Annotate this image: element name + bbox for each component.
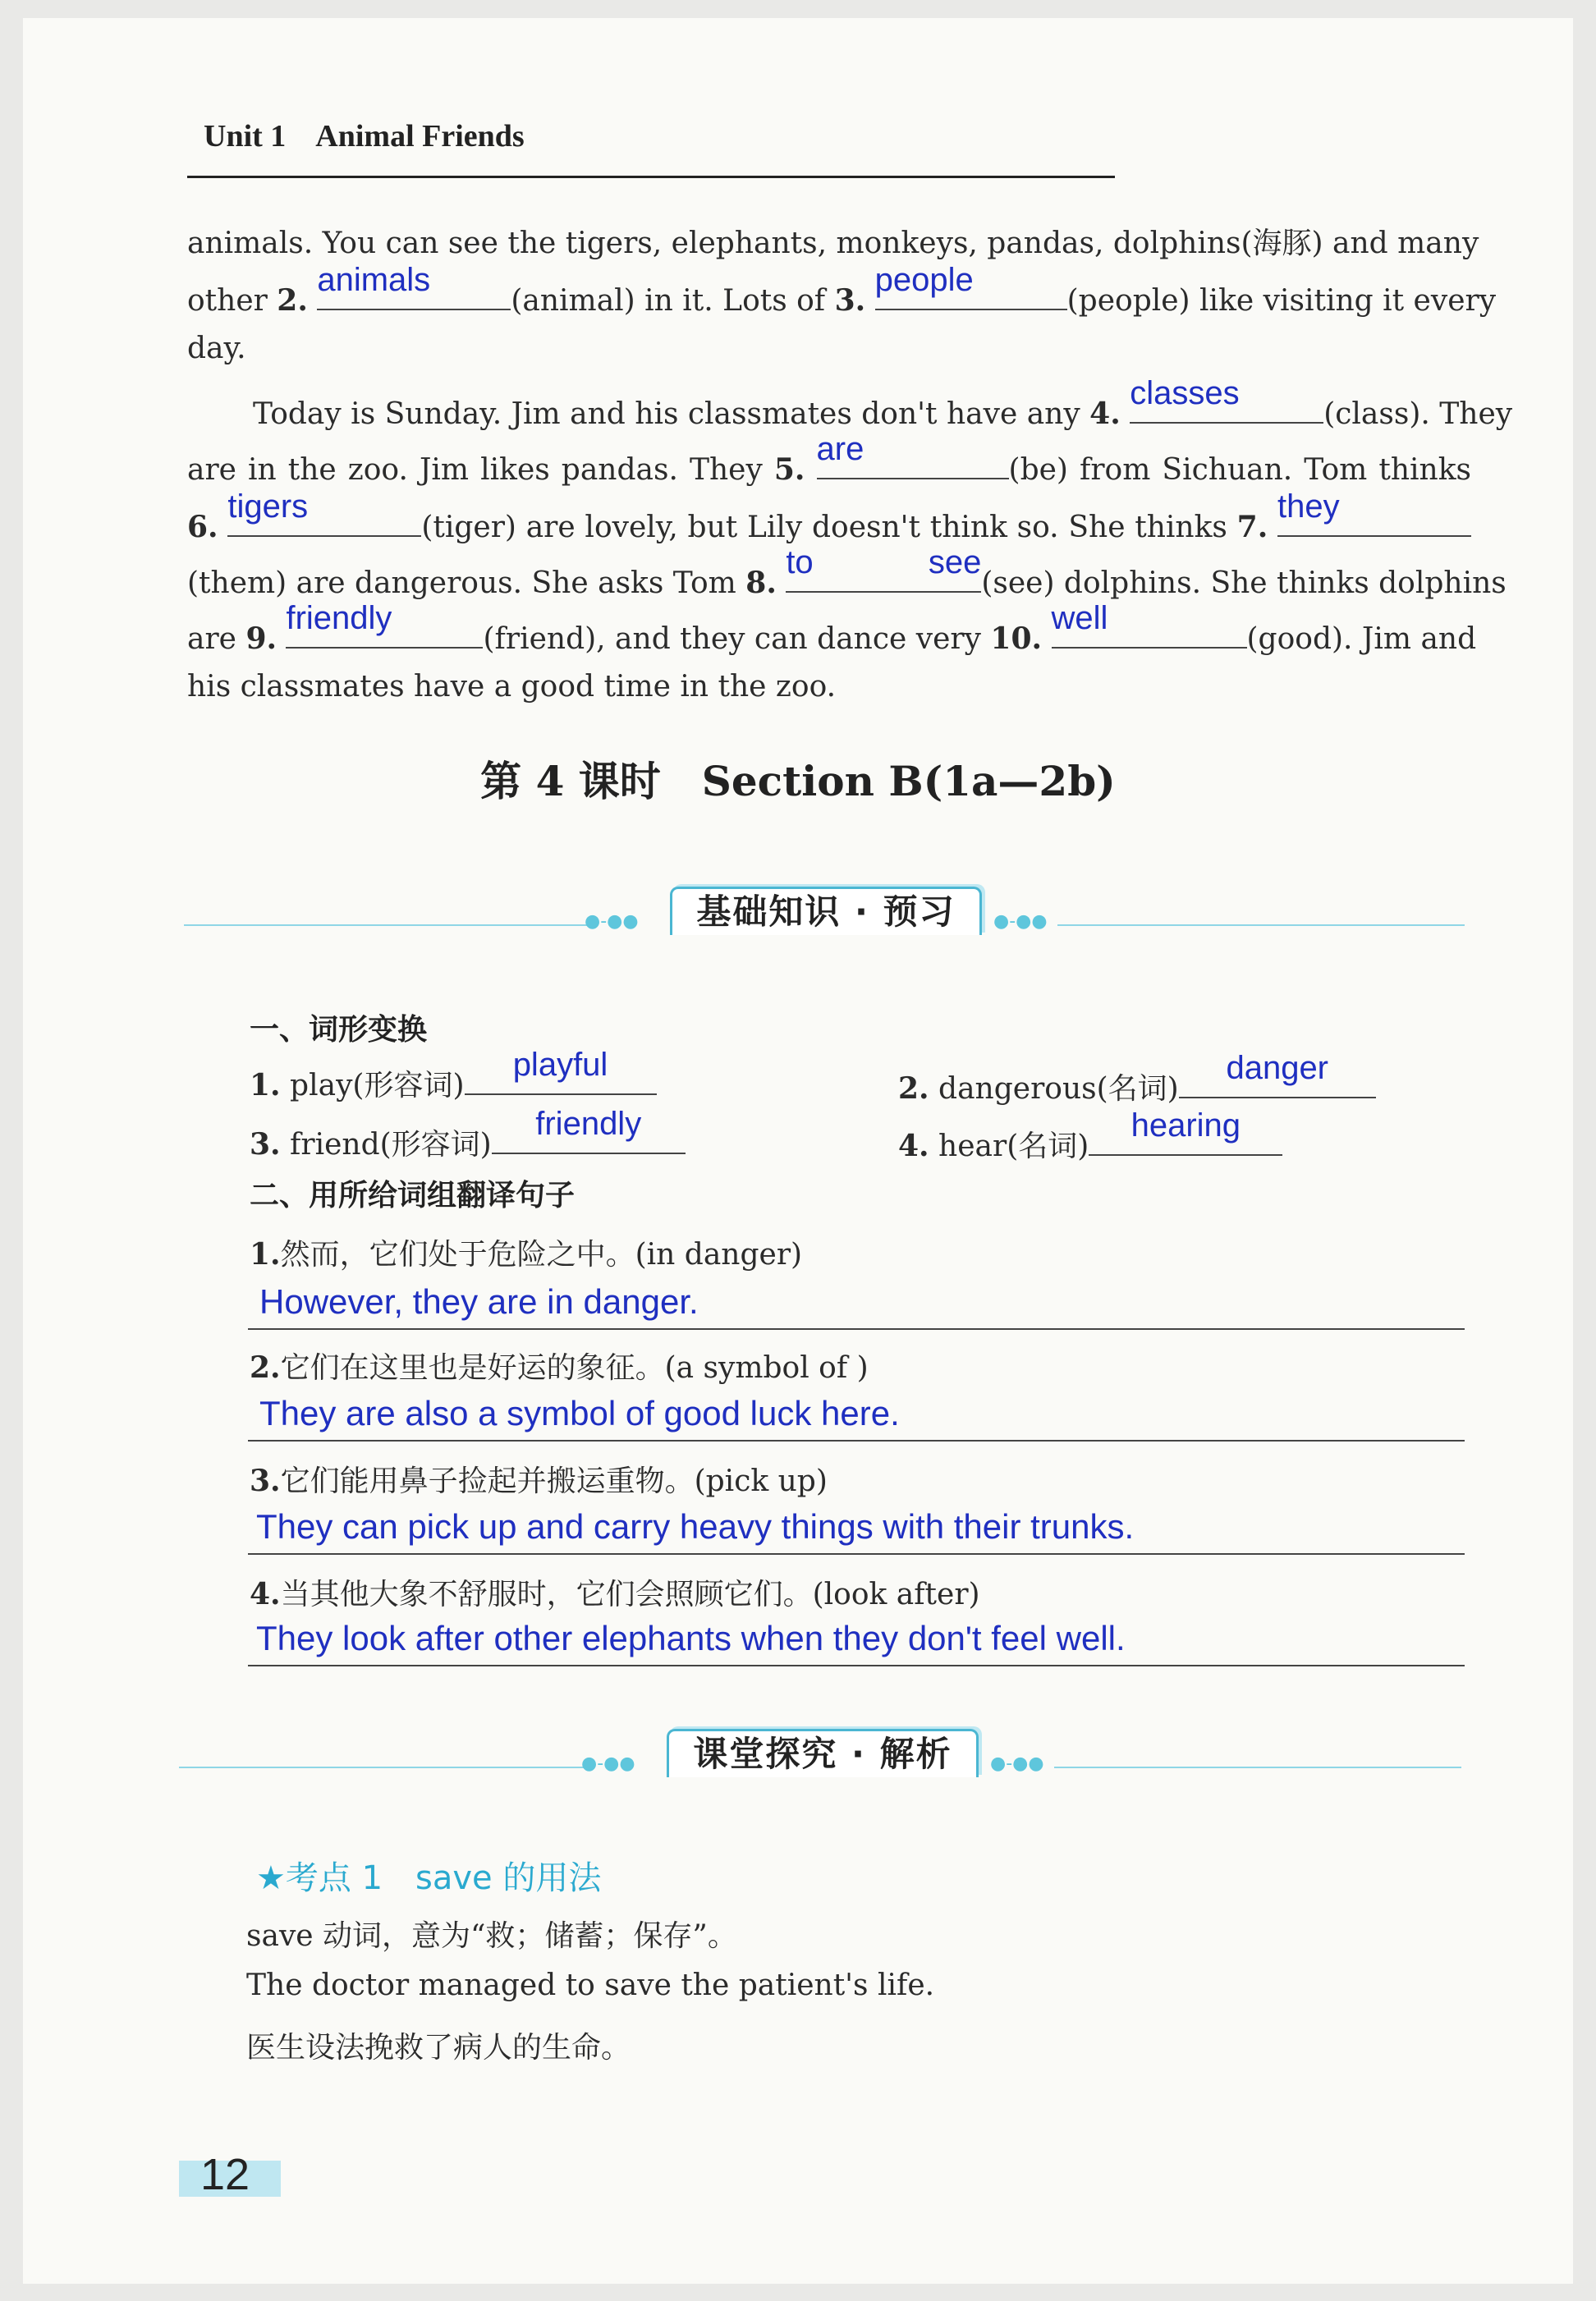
banner2-box: 课堂探究 · 解析 xyxy=(667,1729,979,1777)
kaodian-definition: save 动词，意为“救；储蓄；保存”。 xyxy=(246,1919,737,1953)
banner2-line-left xyxy=(179,1767,585,1768)
translation-question-3: 3.它们能用鼻子捡起并搬运重物。(pick up) xyxy=(250,1464,828,1498)
passage-line-2: other 2. animals (animal) in it. Lots of 3. people (people) like visiting it every xyxy=(187,262,1497,318)
blank-8[interactable]: to see xyxy=(786,558,981,593)
vocab-item-4: 4. hear(名词) hearing xyxy=(898,1121,1282,1165)
banner1-dots-right: ●-●● xyxy=(993,911,1048,932)
vocab-answer-2[interactable]: danger xyxy=(1179,1064,1376,1098)
banner2-line-right xyxy=(1054,1767,1461,1768)
page-number: 12 xyxy=(200,2150,250,2199)
vocab-answer-1[interactable]: playful xyxy=(465,1061,657,1095)
banner1-dots-left: ●-●● xyxy=(585,911,639,932)
passage-line-4: Today is Sunday. Jim and his classmates don't have any 4. classes (class). They xyxy=(253,375,1513,431)
vocab-answer-3[interactable]: friendly xyxy=(492,1120,686,1154)
passage-line-6: 6. tigers (tiger) are lovely, but Lily doesn't think so. She thinks 7. they xyxy=(187,502,1471,544)
translation-question-2: 2.它们在这里也是好运的象征。(a symbol of ) xyxy=(250,1350,869,1385)
blank-6[interactable]: tigers xyxy=(227,502,421,537)
passage-line-5: are in the zoo. Jim likes pandas. They 5. are (be) from Sichuan. Tom thinks xyxy=(187,431,1471,487)
translation-question-4: 4.当其他大象不舒服时，它们会照顾它们。(look after) xyxy=(250,1577,980,1611)
unit-number: Unit 1 xyxy=(204,119,287,154)
translation-answer-4[interactable]: They look after other elephants when they don't feel well. xyxy=(256,1619,1126,1657)
banner1-line-right xyxy=(1057,924,1465,926)
header-rule xyxy=(187,176,1115,178)
answer-rule-1 xyxy=(248,1328,1465,1330)
banner2-dots-right: ●-●● xyxy=(990,1753,1044,1774)
blank-2[interactable]: animals xyxy=(317,276,511,310)
passage-line-1: animals. You can see the tigers, elephants, monkeys, pandas, dolphins(海豚) and many xyxy=(187,227,1479,260)
vocab-answer-4[interactable]: hearing xyxy=(1089,1121,1282,1156)
passage-line-8: are 9. friendly (friend), and they can dance very 10. well (good). Jim and xyxy=(187,600,1477,656)
blank-7[interactable]: they xyxy=(1277,502,1471,537)
banner2-dots-left: ●-●● xyxy=(581,1753,635,1774)
star-icon: ★ xyxy=(256,1859,286,1897)
answer-rule-3 xyxy=(248,1553,1465,1555)
blank-9[interactable]: friendly xyxy=(286,614,483,649)
answer-rule-2 xyxy=(248,1440,1465,1442)
passage-line-9: his classmates have a good time in the zoo. xyxy=(187,670,837,704)
vocab-item-2: 2. dangerous(名词) danger xyxy=(898,1064,1376,1107)
part2-heading: 二、用所给词组翻译句子 xyxy=(250,1179,576,1212)
blank-5[interactable]: are xyxy=(817,445,1009,479)
translation-answer-3[interactable]: They can pick up and carry heavy things with their trunks. xyxy=(256,1507,1135,1546)
unit-header xyxy=(204,118,525,154)
answer-rule-4 xyxy=(248,1665,1465,1666)
kaodian-heading: ★考点 1 save 的用法 xyxy=(256,1859,602,1897)
kaodian-example: The doctor managed to save the patient's life. xyxy=(246,1969,935,2002)
passage-line-3: day. xyxy=(187,332,246,365)
blank-3[interactable]: people xyxy=(875,276,1067,310)
banner1-box: 基础知识 · 预习 xyxy=(670,887,982,935)
vocab-item-1: 1. play(形容词) playful xyxy=(250,1061,657,1104)
lesson-title: 第 4 课时 Section B(1a—2b) xyxy=(480,757,1116,805)
part1-heading: 一、词形变换 xyxy=(250,1013,428,1047)
kaodian-translation: 医生设法挽救了病人的生命。 xyxy=(246,2031,631,2065)
blank-4[interactable]: classes xyxy=(1130,389,1323,424)
blank-10[interactable]: well xyxy=(1052,614,1247,649)
vocab-item-3: 3. friend(形容词) friendly xyxy=(250,1120,686,1163)
translation-answer-2[interactable]: They are also a symbol of good luck here. xyxy=(259,1394,900,1432)
unit-title: Animal Friends xyxy=(315,119,525,154)
translation-question-1: 1.然而，它们处于危险之中。(in danger) xyxy=(250,1237,803,1272)
passage-line-7: (them) are dangerous. She asks Tom 8. to see (see) dolphins. She thinks dolphins xyxy=(187,544,1507,600)
translation-answer-1[interactable]: However, they are in danger. xyxy=(259,1282,699,1321)
banner1-line-left xyxy=(184,924,589,926)
